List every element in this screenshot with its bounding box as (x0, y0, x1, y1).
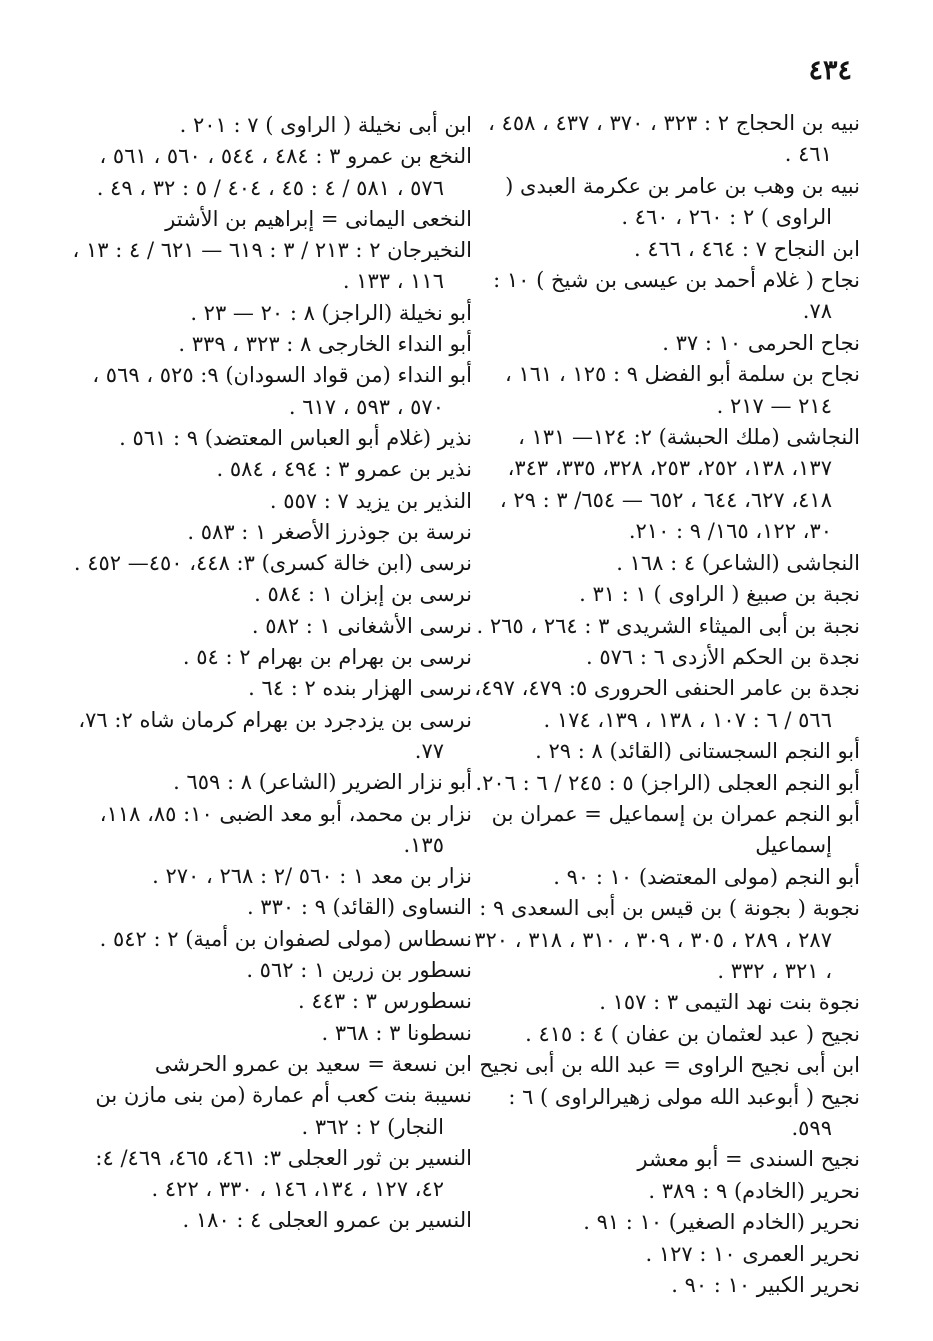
index-entry: نحرير (الخادم) ٩ : ٣٨٩ . (648, 1178, 860, 1203)
index-entry: النجاشى (ملك الحبشة) ٢: ١٢٤— ١٣١ ، ١٣٧، ١٣٨، ٢٥٢، ٢٥٣، ٣٢٨، ٣٣٥، ٣٤٣، ٤١٨، ٦٢٧، ٦٤٤ ، ٦٥٢ — ٦٥٤/ ٣ : ٢٩ ، ٣٠، ١٢٢، ١٦٥/ ٩ : ٢١٠. (499, 425, 860, 544)
index-entry: نجيح السندى = أبو معشر (637, 1147, 860, 1172)
index-entry: نبيه بن الحجاج ٢ : ٣٢٣ ، ٣٧٠ ، ٤٣٧ ، ٤٥٨ ، ٤٦١ . (488, 111, 860, 167)
page-number: ٤٣٤ (808, 55, 852, 86)
index-entry: أبو النداء الخارجى ٨ : ٣٢٣ ، ٣٣٩ . (178, 332, 472, 357)
index-entry: ابن النجاح ٧ : ٤٦٤ ، ٤٦٦ . (633, 236, 860, 261)
index-entry: أبو النجم عمران بن إسماعيل = عمران بن إسماعيل (491, 801, 860, 858)
index-entry: أبو النداء (من قواد السودان) ٩: ٥٢٥ ، ٥٦٩ ، ٥٧٠ ، ٥٩٣ ، ٦١٧ . (92, 363, 472, 419)
index-entry: نسيبة بنت كعب أم عمارة (من بنى مازن بن النجار) ٢ : ٣٦٢ . (95, 1083, 472, 1139)
index-entry: أبو النجم (مولى المعتضد) ١٠ : ٩٠ . (553, 864, 860, 889)
index-entry: النسير بن عمرو العجلى ٤ : ١٨٠ . (182, 1208, 472, 1233)
index-entry: نجبة بن صبيغ ( الراوى ) ١ : ٣١ . (579, 582, 860, 607)
index-column-right (472, 108, 860, 1301)
index-entry: نجاح بن سلمة أبو الفضل ٩ : ١٢٥ ، ١٦١ ، ٢١٤ — ٢١٧ . (504, 362, 860, 418)
index-entry: النخع بن عمرو ٣ : ٤٨٤ ، ٥٤٤ ، ٥٦٠ ، ٥٦١ ، ٥٧٦ ، ٥٨١ / ٤ : ٤٥ ، ٤٠٤ / ٥ : ٣٢ ، ٤٩ . (96, 144, 472, 200)
index-entry: نذير بن عمرو ٣ : ٤٩٤ ، ٥٨٤ . (216, 457, 472, 482)
index-entry: نجوبة ( بجونة ) بن قيس بن أبى السعدى ٩ : ٢٨٧ ، ٢٨٩ ، ٣٠٥ ، ٣٠٩ ، ٣١٠ ، ٣١٨ ، ٣٢٠ ، ٣٢١ ، ٣٣٢ . (474, 896, 860, 983)
index-entry: ابن نسعة = سعيد بن عمرو الحرشى (154, 1051, 472, 1076)
index-entry: نجدة بن الحكم الأزدى ٦ : ٥٧٦ . (586, 644, 860, 669)
index-entry: ابن أبى نجيح الراوى = عبد الله بن أبى نجيح (479, 1053, 860, 1078)
index-entry: نزار بن محمد، أبو معد الضبى ١٠: ٨٥، ١١٨، ١٣٥. (99, 801, 472, 857)
index-entry: النذير بن يزيد ٧ : ٥٥٧ . (269, 488, 472, 513)
index-entry: نجبة بن أبى الميثاء الشريدى ٣ : ٢٦٤ ، ٢٦٥ . (476, 613, 860, 638)
index-entry: نسطاس (مولى لصفوان بن أمية) ٢ : ٥٤٢ . (99, 926, 472, 951)
index-entry: نجاح ( غلام أحمد بن عيسى بن شيخ ) ١٠ : ٧٨. (493, 268, 860, 324)
index-entry: النجاشى (الشاعر) ٤ : ١٦٨ . (616, 550, 860, 575)
index-entry: النخعى اليمانى = إبراهيم بن الأشتر (165, 206, 472, 231)
index-entry: نرسى (ابن خالة كسرى) ٣: ٤٤٨، ٤٥٠— ٤٥٢ . (73, 551, 472, 576)
index-column-left (70, 110, 472, 1237)
index-entry: نحرير الكبير ١٠ : ٩٠ . (671, 1273, 860, 1298)
index-entry: نجدة بن عامر الحنفى الحرورى ٥: ٤٧٩، ٤٩٧، ٥٦٦ / ٦ : ١٠٧ ، ١٣٨ ، ١٣٩، ١٧٤ . (474, 676, 860, 732)
index-entry: النسير بن ثور العجلى ٣: ٤٦١، ٤٦٥، ٤٦٩/ ٤: ٤٢، ١٢٧ ، ١٣٤، ١٤٦ ، ٣٣٠ ، ٤٢٢ . (95, 1145, 472, 1202)
index-entry: أبو نزار الضرير (الشاعر) ٨ : ٦٥٩ . (173, 770, 472, 795)
index-entry: نسطور بن زرين ١ : ٥٦٢ . (246, 958, 472, 983)
index-entry: نحرير العمرى ١٠ : ١٢٧ . (645, 1241, 860, 1266)
index-entry: نجيح ( عبد لعثمان بن عفان ) ٤ : ٤١٥ . (525, 1021, 860, 1046)
index-entry: النساوى (القائد) ٩ : ٣٣٠ . (246, 895, 472, 920)
index-entry: نسطونا ٣ : ٣٦٨ . (321, 1020, 472, 1045)
index-entry: نرسى الهزار بنده ٢ : ٦٤ . (248, 676, 472, 701)
index-entry: نذير (غلام أبو العباس المعتضد) ٩ : ٥٦١ . (119, 425, 472, 450)
index-entry: النخيرجان ٢ : ٢١٣ / ٣ : ٦١٩ — ٦٢١ / ٤ : ١٣ ، ١١٦ ، ١٣٣ . (72, 238, 472, 294)
index-entry: نبيه بن وهب بن عامر بن عكرمة العبدى ( الراوى ) ٢ : ٢٦٠ ، ٤٦٠ . (505, 173, 860, 230)
index-entry: نرسة بن جوذرز الأصغر ١ : ٥٨٣ . (187, 519, 472, 544)
index-entry: نحرير (الخادم الصغير) ١٠ : ٩١ . (583, 1210, 860, 1235)
index-entry: أبو النجم العجلى (الراجز) ٥ : ٢٤٥ / ٦ : ٢٠٦. (475, 770, 860, 795)
index-entry: نرسى بن يزدجرد بن بهرام كرمان شاه ٢: ٧٦، ٧٧. (78, 707, 472, 763)
index-entry: أبو نخيلة (الراجز) ٨ : ٢٠ — ٢٣ . (190, 300, 472, 325)
index-entry: نجاح الحرمى ١٠ : ٣٧ . (662, 330, 860, 355)
index-entry: نجيح ( أبوعبد الله مولى زهيرالراوى ) ٦ : ٥٩٩. (508, 1084, 860, 1140)
index-entry: نزار بن معد ١ : ٥٦٠ /٢ : ٢٦٨ ، ٢٧٠ . (152, 864, 472, 889)
index-entry: نرسى بن بهرام بن بهرام ٢ : ٥٤ . (182, 645, 472, 670)
index-entry: نجوة بنت نهد التيمى ٣ : ١٥٧ . (599, 990, 860, 1015)
index-entry: ابن أبى نخيلة ( الراوى ) ٧ : ٢٠١ . (179, 113, 472, 137)
index-entry: نرسى بن إبزان ١ : ٥٨٤ . (254, 582, 472, 607)
index-entry: نسطورس ٣ : ٤٤٣ . (297, 989, 472, 1014)
index-entry: أبو النجم السجستانى (القائد) ٨ : ٢٩ . (535, 739, 860, 764)
index-entry: نرسى الأشغانى ١ : ٥٨٢ . (251, 613, 472, 638)
